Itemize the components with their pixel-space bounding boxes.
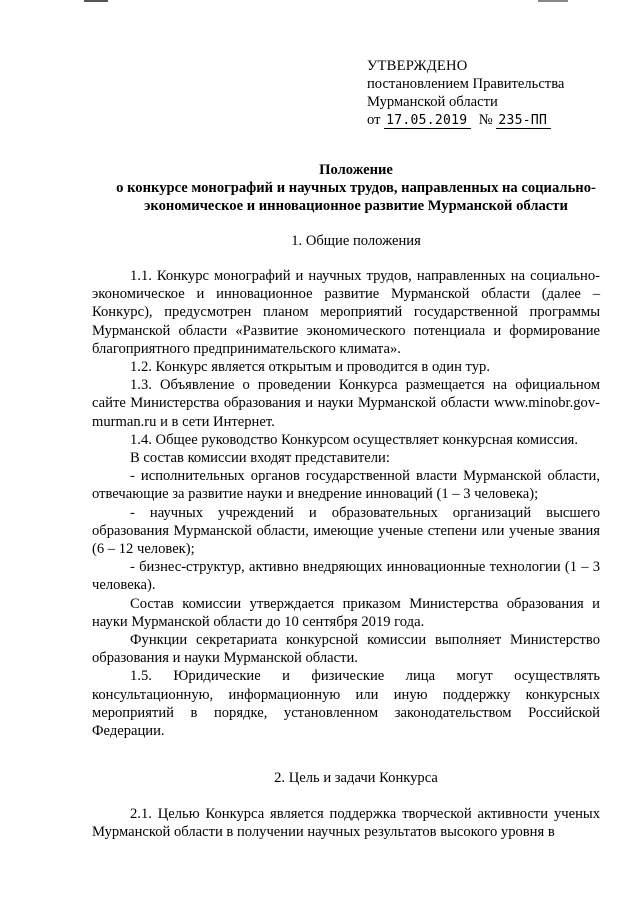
list-item: - научных учреждений и образовательных организаций высшего образования Мурманской области, имеющие ученые степени или ученые звания (6 – 12 человек); — [92, 504, 600, 558]
approval-heading: УТВЕРЖДЕНО — [367, 58, 468, 74]
paragraph: 2.1. Целью Конкурса является поддержка творческой активности ученых Мурманской области в получении научных результатов высокого уровня в — [92, 806, 600, 841]
title-line: экономическое и инновационное развитие Мурманской области — [144, 198, 568, 215]
number-prefix: № — [478, 112, 493, 128]
scan-edge-mark — [84, 0, 108, 2]
paragraph: 1.3. Объявление о проведении Конкурса размещается на официальном сайте Министерства образования и науки Мурманской области www.minobr.gov-murman.ru и в сети Интернет. — [92, 377, 600, 430]
approval-date-line — [367, 111, 617, 130]
paragraph: 1.1. Конкурс монографий и научных трудов, направленных на социально-экономическое и инновационное развитие Мурманской области (далее – Конкурс), предусмотрен планом мероприятий государственной программы Мурманской области «Развитие экономического потенциала и формирование благоприятного предпринимательского климата». — [92, 268, 600, 357]
scan-edge-mark — [538, 0, 568, 2]
paragraph: В состав комиссии входят представители: — [130, 450, 390, 467]
approval-block — [367, 57, 617, 130]
approval-line: Мурманской области — [367, 94, 498, 110]
document-title — [92, 161, 620, 216]
section-heading: 1. Общие положения — [291, 233, 421, 249]
paragraph: 1.5. Юридические и физические лица могут осуществлять консультационную, информационную или иную поддержку конкурсных мероприятий в порядке, установленном законодательством Российской Федерации. — [92, 668, 600, 740]
paragraph: Состав комиссии утверждается приказом Министерства образования и науки Мурманской области до 10 сентября 2019 года. — [92, 595, 600, 630]
date-prefix: от — [367, 112, 381, 128]
approval-number: 235-ПП — [496, 113, 551, 129]
approval-line: постановлением Правительства — [367, 76, 565, 92]
section-1-body — [92, 267, 600, 740]
title-line: Положение — [319, 162, 393, 178]
approval-date: 17.05.2019 — [384, 113, 471, 129]
paragraph: 1.4. Общее руководство Конкурсом осуществляет конкурсная комиссия. — [130, 431, 579, 448]
paragraph: 1.2. Конкурс является открытым и проводится в один тур. — [130, 359, 490, 376]
title-line: о конкурсе монографий и научных трудов, направленных на социально- — [116, 180, 596, 197]
list-item: - бизнес-структур, активно внедряющих инновационные технологии (1 – 3 человека). — [92, 559, 600, 594]
paragraph: Функции секретариата конкурсной комиссии выполняет Министерство образования и науки Мурманской области. — [92, 632, 600, 667]
list-item: - исполнительных органов государственной власти Мурманской области, отвечающие за развитие науки и внедрение инноваций (1 – 3 человека); — [92, 468, 600, 503]
section-2-body — [92, 805, 600, 841]
section-heading: 2. Цель и задачи Конкурса — [274, 770, 438, 786]
